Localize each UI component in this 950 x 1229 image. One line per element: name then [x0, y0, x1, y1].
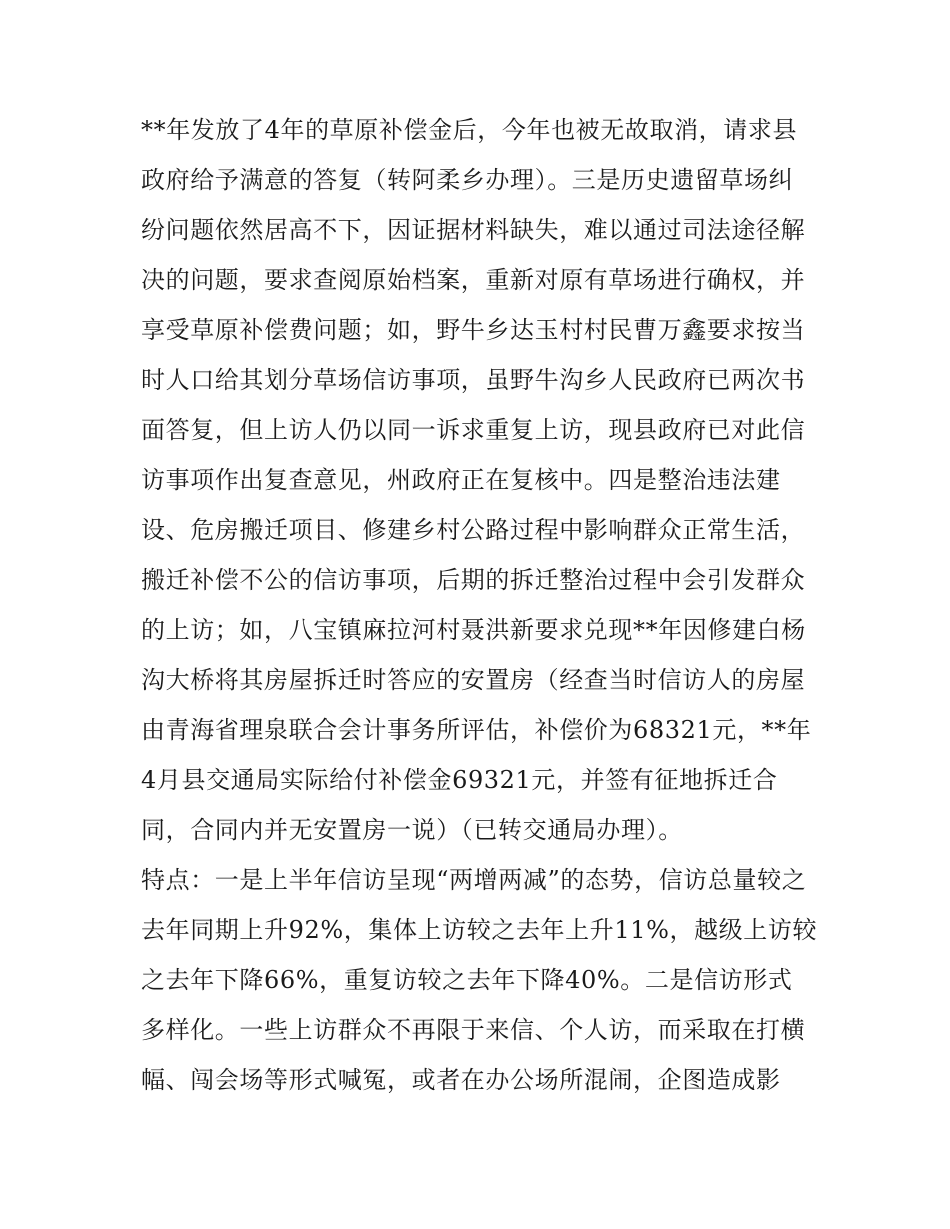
text-line: 访事项作出复查意见，州政府正在复核中。四是整治违法建	[141, 466, 781, 494]
text-line: 由青海省理泉联合会计事务所评估，补偿价为68321元，**年	[141, 716, 812, 744]
text-line: 之去年下降66%，重复访较之去年下降40%。二是信访形式	[141, 966, 793, 994]
text-line: 时人口给其划分草场信访事项，虽野牛沟乡人民政府已两次书	[141, 366, 806, 394]
text-line: 决的问题，要求查阅原始档案，重新对原有草场进行确权，并	[141, 266, 806, 294]
text-line: 特点：一是上半年信访呈现“两增两减”的态势，信访总量较之	[141, 866, 807, 894]
text-line: 去年同期上升92%，集体上访较之去年上升11%，越级上访较	[141, 916, 818, 944]
text-line: **年发放了4年的草原补偿金后，今年也被无故取消，请求县	[141, 116, 798, 144]
text-line: 的上访；如，八宝镇麻拉河村聂洪新要求兑现**年因修建白杨	[141, 616, 806, 644]
text-line: 幅、闯会场等形式喊冤，或者在办公场所混闹，企图造成影	[141, 1066, 781, 1094]
text-line: 设、危房搬迁项目、修建乡村公路过程中影响群众正常生活，	[141, 516, 806, 544]
text-line: 享受草原补偿费问题；如，野牛乡达玉村村民曹万鑫要求按当	[141, 316, 806, 344]
text-line: 搬迁补偿不公的信访事项，后期的拆迁整治过程中会引发群众	[141, 566, 806, 594]
text-line: 同，合同内并无安置房一说）（已转交通局办理）。	[141, 816, 683, 844]
text-line: 纷问题依然居高不下，因证据材料缺失，难以通过司法途径解	[141, 216, 806, 244]
text-line: 4月县交通局实际给付补偿金69321元，并签有征地拆迁合	[141, 766, 778, 794]
text-line: 政府给予满意的答复（转阿柔乡办理）。三是历史遗留草场纠	[141, 166, 794, 194]
text-line: 沟大桥将其房屋拆迁时答应的安置房（经查当时信访人的房屋	[141, 666, 806, 694]
text-line: 多样化。一些上访群众不再限于来信、个人访，而采取在打横	[141, 1016, 806, 1044]
text-line: 面答复，但上访人仍以同一诉求重复上访，现县政府已对此信	[141, 416, 806, 444]
